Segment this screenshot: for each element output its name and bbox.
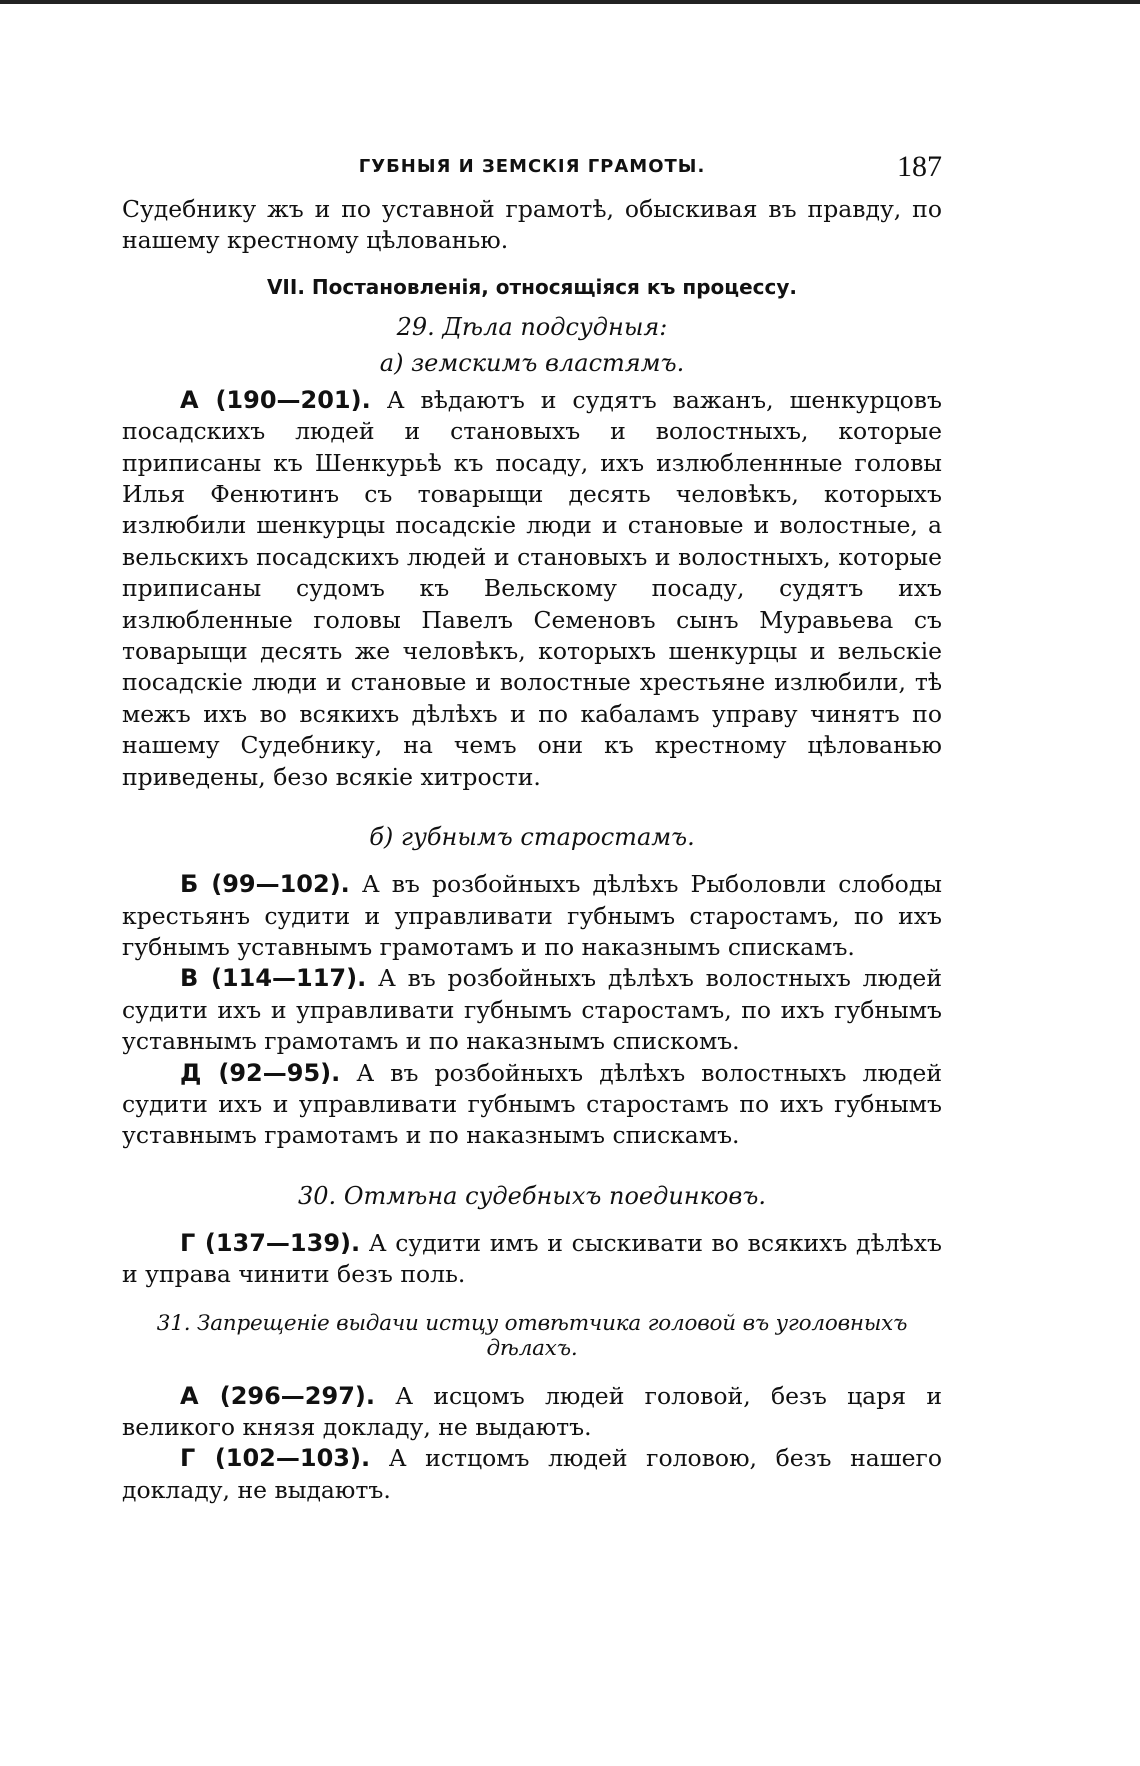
- paragraph-30: [122, 1228, 942, 1291]
- paragraph-b3: [122, 1058, 942, 1152]
- page-body: [122, 150, 942, 1506]
- article-30-title: 30. Отмѣна судебныхъ поединковъ.: [298, 1181, 766, 1210]
- page-number: 187: [897, 150, 942, 183]
- section-heading: VII. Постановленія, относящіяся къ процессу.: [266, 274, 798, 299]
- paragraph-text: А истцомъ людей головою, безъ нашего докладу, не выдаютъ.: [122, 1444, 942, 1504]
- running-title: ГУБНЫЯ И ЗЕМСКІЯ ГРАМОТЫ.: [358, 156, 706, 177]
- siglum: А (296—297).: [180, 1381, 375, 1410]
- paragraph-b1: [122, 869, 942, 963]
- top-border: [0, 0, 1140, 4]
- paragraph-text: А судити имъ и сыскивати во всякихъ дѣлѣхъ и управа чинити безъ поль.: [122, 1228, 942, 1289]
- article-29-title: 29. Дѣла подсудныя:: [396, 312, 668, 341]
- siglum: А (190—201).: [180, 385, 371, 414]
- subheading-b: б) губнымъ старостамъ.: [369, 823, 695, 852]
- paragraph-text: А въ розбойныхъ дѣлѣхъ волостныхъ людей судити ихъ и управливати губнымъ старостамъ по ихъ губнымъ уставнымъ грамотамъ и по наказнымъ спискамъ.: [122, 1058, 942, 1150]
- paragraph-31a: [122, 1381, 942, 1444]
- paragraph-text: А вѣдаютъ и судятъ важанъ, шенкурцовъ посадскихъ людей и становыхъ и волостныхъ, которые приписаны къ Шенкурьѣ къ посаду, ихъ излюбленнные головы Илья Фенютинъ съ товарыщи десять человѣкъ, которыхъ излюбили шенкурцы посадскіе люди и становые и волостные, а вельскихъ посадскихъ людей и становыхъ и волостныхъ, которые приписаны судомъ къ Вельскому посаду, судятъ ихъ излюбленные головы Павелъ Семеновъ сынъ Муравьева съ товарыщи десять же человѣкъ, которыхъ шенкурцы и вельскіе посадскіе люди и становые и волостные хрестьяне излюбили, тѣ межъ ихъ во всякихъ дѣлѣхъ и по кабаламъ управу чинятъ по нашему Судебнику, на чемъ они къ крестному цѣлованью приведены, безо всякіе хитрости.: [122, 385, 942, 791]
- paragraph-text: А въ розбойныхъ дѣлѣхъ волостныхъ людей судити ихъ и управливати губнымъ старостамъ, по ихъ губнымъ уставнымъ грамотамъ и по наказнымъ спискомъ.: [122, 964, 942, 1056]
- paragraph-text: А въ розбойныхъ дѣлѣхъ Рыболовли слободы крестьянъ судити и управливати губнымъ старостамъ, по ихъ губнымъ уставнымъ грамотамъ и по наказнымъ спискамъ.: [122, 870, 943, 961]
- siglum: В (114—117).: [180, 964, 367, 993]
- paragraph-31b: [122, 1443, 942, 1506]
- running-header: [122, 150, 942, 194]
- paragraph-b2: [122, 963, 942, 1057]
- subheading-a: а) земскимъ властямъ.: [379, 348, 685, 377]
- siglum: Г (102—103).: [180, 1444, 371, 1473]
- siglum: Д (92—95).: [180, 1058, 341, 1087]
- siglum: Б (99—102).: [180, 870, 350, 899]
- siglum: Г (137—139).: [180, 1228, 361, 1257]
- paragraph-text: А исцомъ людей головой, безъ царя и великого князя докладу, не выдаютъ.: [122, 1381, 943, 1441]
- article-31-title: 31. Запрещеніе выдачи истцу отвѣтчика головой въ уголовныхъ дѣлахъ.: [156, 1310, 908, 1361]
- intro-paragraph: Судебнику жъ и по уставной грамотѣ, обыскивая въ правду, по нашему крестному цѣлованью.: [122, 195, 942, 255]
- paragraph-a: [122, 385, 942, 793]
